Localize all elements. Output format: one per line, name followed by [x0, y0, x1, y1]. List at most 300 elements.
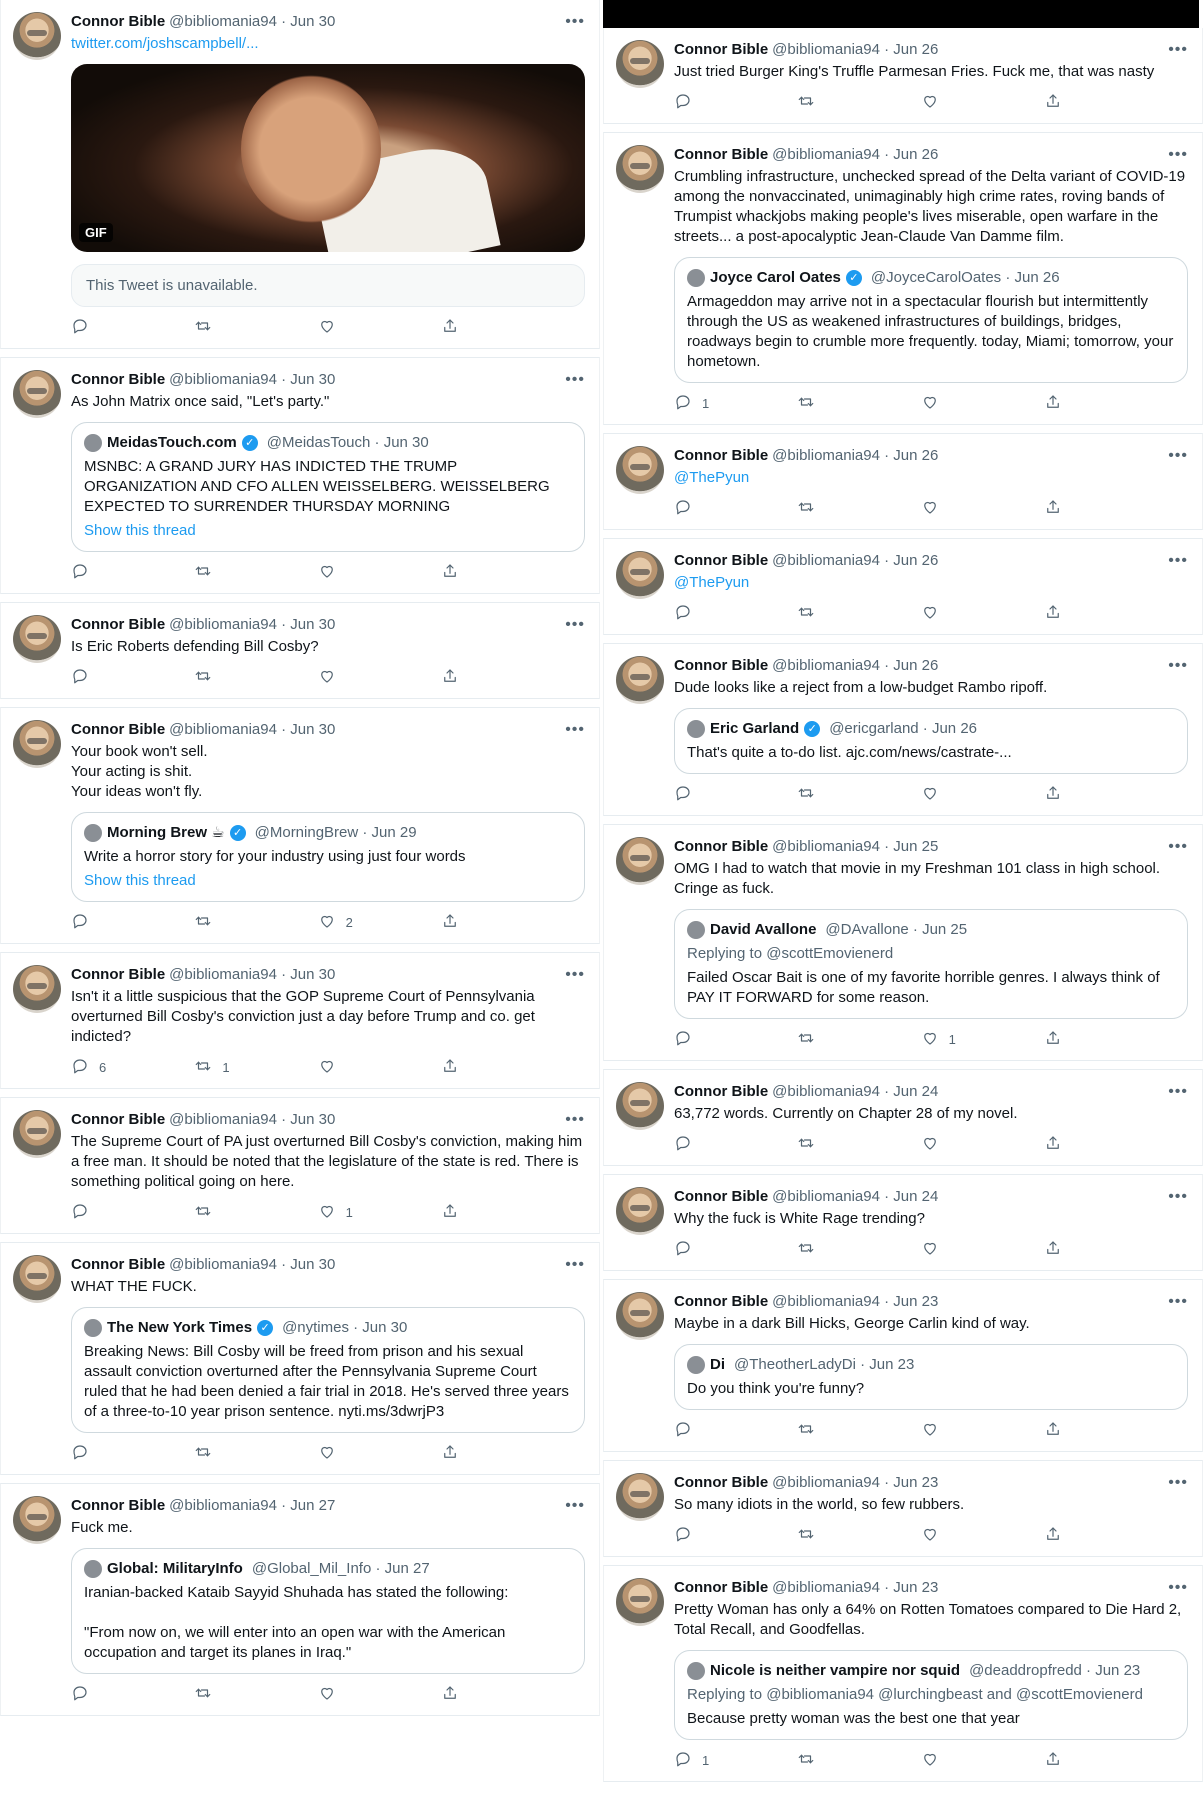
tweet[interactable] [0, 357, 600, 594]
reply-count: 6 [99, 1060, 107, 1075]
tweet[interactable] [603, 824, 1203, 1061]
author-handle-date[interactable]: @bibliomania94 · Jun 24 [772, 1188, 939, 1205]
share-button[interactable] [1044, 92, 1084, 113]
author-handle-date[interactable]: @bibliomania94 · Jun 27 [169, 1497, 336, 1514]
avatar[interactable] [13, 965, 61, 1013]
more-icon[interactable]: ••• [1168, 1293, 1188, 1310]
quoted-tweet[interactable] [674, 1344, 1188, 1410]
tweet[interactable] [603, 643, 1203, 816]
like-button[interactable] [318, 667, 358, 688]
tweet-text: Just tried Burger King's Truffle Parmesan Fries. Fuck me, that was nasty [674, 63, 1155, 80]
retweet-button[interactable] [797, 1239, 837, 1260]
more-icon[interactable]: ••• [1168, 1188, 1188, 1205]
tweet-link[interactable]: @ThePyun [674, 574, 750, 591]
quoted-handle-date: @TheotherLadyDi · Jun 23 [734, 1356, 915, 1373]
more-icon[interactable]: ••• [565, 13, 585, 30]
quoted-tweet[interactable] [674, 257, 1188, 383]
avatar[interactable] [616, 1187, 664, 1235]
action-bar [674, 1029, 1084, 1050]
reply-button[interactable] [674, 1750, 714, 1771]
like-count: 2 [345, 915, 353, 930]
like-button[interactable] [921, 498, 961, 519]
author-handle-date[interactable]: @bibliomania94 · Jun 26 [772, 146, 939, 163]
reply-button[interactable] [71, 912, 111, 933]
avatar[interactable] [13, 1110, 61, 1158]
tweet-header [674, 1187, 1188, 1207]
tweet-header [71, 1496, 585, 1516]
tweet-header [674, 551, 1188, 571]
share-button[interactable] [441, 912, 481, 933]
like-button[interactable] [318, 562, 358, 583]
more-icon[interactable]: ••• [1168, 838, 1188, 855]
more-icon[interactable]: ••• [565, 1256, 585, 1273]
reply-icon [674, 1239, 692, 1260]
reply-count: 1 [702, 396, 710, 411]
like-button[interactable] [318, 1202, 358, 1223]
author-handle-date[interactable]: @bibliomania94 · Jun 23 [772, 1474, 939, 1491]
author-name[interactable]: Connor Bible [71, 966, 166, 983]
quoted-avatar [687, 1356, 705, 1374]
tweet-text: Isn't it a little suspicious that the GOP Supreme Court of Pennsylvania overturned Bill Cosby's conviction just a day before Trump and co. get indicted? [71, 988, 535, 1045]
author-handle-date[interactable]: @bibliomania94 · Jun 23 [772, 1293, 939, 1310]
more-icon[interactable]: ••• [1168, 1579, 1188, 1596]
avatar[interactable] [616, 1578, 664, 1626]
tweet[interactable] [0, 707, 600, 944]
tweet[interactable] [603, 28, 1203, 124]
author-handle-date[interactable]: @bibliomania94 · Jun 30 [169, 1256, 336, 1273]
tweet-header [71, 12, 585, 32]
share-button[interactable] [1044, 1029, 1084, 1050]
author-handle-date[interactable]: @bibliomania94 · Jun 24 [772, 1083, 939, 1100]
retweet-button[interactable] [797, 1134, 837, 1155]
retweet-button[interactable] [797, 1029, 837, 1050]
retweet-icon [194, 1443, 212, 1464]
reply-button[interactable] [71, 1057, 111, 1078]
retweet-button[interactable] [797, 784, 837, 805]
share-button[interactable] [1044, 1134, 1084, 1155]
tweet-content [71, 12, 585, 338]
retweet-icon [797, 1029, 815, 1050]
author-handle-date[interactable]: @bibliomania94 · Jun 26 [772, 447, 939, 464]
more-icon[interactable]: ••• [1168, 146, 1188, 163]
more-icon[interactable]: ••• [565, 371, 585, 388]
like-button[interactable] [318, 1057, 358, 1078]
retweet-button[interactable] [194, 1684, 234, 1705]
tweet-text: Your book won't sell. Your acting is shit. Your ideas won't fly. [71, 743, 208, 800]
like-icon [921, 1029, 939, 1050]
author-name[interactable]: Connor Bible [71, 1111, 166, 1128]
quoted-text: Failed Oscar Bait is one of my favorite horrible genres. I always think of PAY IT FORWARD for some reason. [687, 969, 1160, 1006]
share-button[interactable] [1044, 393, 1084, 414]
quoted-tweet[interactable] [674, 708, 1188, 774]
retweet-button[interactable] [194, 912, 234, 933]
avatar[interactable] [616, 656, 664, 704]
reply-button[interactable] [674, 1420, 714, 1441]
tweet-content [71, 1255, 585, 1464]
like-button[interactable] [921, 1239, 961, 1260]
left-tweet-column [0, 0, 600, 1716]
author-name[interactable]: Connor Bible [674, 838, 769, 855]
action-bar [674, 1239, 1084, 1260]
tweet[interactable] [603, 1460, 1203, 1557]
show-thread-link[interactable]: Show this thread [84, 522, 196, 539]
author-name[interactable]: Connor Bible [674, 1474, 769, 1491]
reply-button[interactable] [674, 393, 714, 414]
share-button[interactable] [441, 562, 481, 583]
reply-button[interactable] [71, 317, 111, 338]
share-icon [1044, 1239, 1062, 1260]
author-name[interactable]: Connor Bible [71, 13, 166, 30]
author-handle-date[interactable]: @bibliomania94 · Jun 30 [169, 616, 336, 633]
author-name[interactable]: Connor Bible [71, 1497, 166, 1514]
quoted-avatar [687, 1662, 705, 1680]
avatar[interactable] [616, 1292, 664, 1340]
tweet[interactable] [603, 1279, 1203, 1452]
tweet[interactable] [0, 1097, 600, 1234]
quoted-avatar [84, 434, 102, 452]
quoted-handle-date: @MorningBrew · Jun 29 [254, 824, 417, 841]
share-icon [441, 1684, 459, 1705]
retweet-button[interactable] [797, 393, 837, 414]
share-icon [441, 912, 459, 933]
author-name[interactable]: Connor Bible [71, 721, 166, 738]
like-icon [318, 562, 336, 583]
avatar[interactable] [13, 1255, 61, 1303]
share-button[interactable] [441, 1057, 481, 1078]
reply-button[interactable] [71, 667, 111, 688]
tweet-header [674, 1292, 1188, 1312]
share-button[interactable] [441, 1684, 481, 1705]
quoted-tweet[interactable] [71, 422, 585, 552]
retweet-button[interactable] [797, 1420, 837, 1441]
like-button[interactable] [318, 1684, 358, 1705]
like-icon [318, 1443, 336, 1464]
author-handle-date[interactable]: @bibliomania94 · Jun 25 [772, 838, 939, 855]
quoted-tweet[interactable] [674, 1650, 1188, 1740]
share-button[interactable] [1044, 603, 1084, 624]
tweet[interactable] [0, 952, 600, 1089]
like-button[interactable] [318, 317, 358, 338]
action-bar [674, 784, 1084, 805]
reply-icon [674, 603, 692, 624]
reply-icon [674, 1420, 692, 1441]
like-button[interactable] [318, 912, 358, 933]
like-count: 1 [948, 1032, 956, 1047]
author-name[interactable]: Connor Bible [674, 1188, 769, 1205]
share-icon [1044, 1525, 1062, 1546]
retweet-button[interactable] [194, 1443, 234, 1464]
like-button[interactable] [318, 1443, 358, 1464]
tweet[interactable] [603, 1069, 1203, 1166]
retweet-icon [797, 1239, 815, 1260]
like-icon [318, 1057, 336, 1078]
share-button[interactable] [441, 317, 481, 338]
share-icon [1044, 92, 1062, 113]
author-name[interactable]: Connor Bible [71, 371, 166, 388]
tweet-content [674, 145, 1188, 414]
author-handle-date[interactable]: @bibliomania94 · Jun 30 [169, 1111, 336, 1128]
retweet-button[interactable] [797, 498, 837, 519]
reply-icon [674, 1029, 692, 1050]
author-name[interactable]: Connor Bible [674, 657, 769, 674]
avatar[interactable] [616, 446, 664, 494]
share-icon [1044, 1750, 1062, 1771]
tweet-content [71, 615, 585, 688]
action-bar [674, 1525, 1084, 1546]
avatar[interactable] [616, 1473, 664, 1521]
retweet-button[interactable] [797, 603, 837, 624]
like-icon [318, 317, 336, 338]
author-handle-date[interactable]: @bibliomania94 · Jun 30 [169, 13, 336, 30]
like-icon [921, 1420, 939, 1441]
author-name[interactable]: Connor Bible [674, 146, 769, 163]
author-handle-date[interactable]: @bibliomania94 · Jun 23 [772, 1579, 939, 1596]
share-button[interactable] [1044, 498, 1084, 519]
quoted-text: MSNBC: A GRAND JURY HAS INDICTED THE TRUMP ORGANIZATION AND CFO ALLEN WEISSELBERG. WEISSELBERG EXPECTED TO SURRENDER THURSDAY MORNING [84, 458, 550, 515]
more-icon[interactable]: ••• [565, 1497, 585, 1514]
retweet-icon [194, 1202, 212, 1223]
like-button[interactable] [921, 1750, 961, 1771]
avatar[interactable] [13, 615, 61, 663]
action-bar [71, 667, 481, 688]
quoted-tweet[interactable] [71, 1307, 585, 1433]
author-name[interactable]: Connor Bible [674, 1083, 769, 1100]
tweet-content [674, 1578, 1188, 1771]
tweet-link[interactable]: @ThePyun [674, 469, 750, 486]
quoted-tweet[interactable] [674, 909, 1188, 1019]
tweet-text: Why the fuck is White Rage trending? [674, 1210, 925, 1227]
retweet-icon [797, 393, 815, 414]
action-bar [674, 1420, 1084, 1441]
verified-icon: ✓ [257, 1320, 273, 1336]
action-bar [674, 1134, 1084, 1155]
tweet-header [674, 145, 1188, 165]
retweet-icon [797, 1750, 815, 1771]
retweet-button[interactable] [797, 1750, 837, 1771]
quoted-author-name: David Avallone [710, 921, 817, 938]
share-button[interactable] [1044, 784, 1084, 805]
more-icon[interactable]: ••• [1168, 552, 1188, 569]
quoted-handle-date: @DAvallone · Jun 25 [825, 921, 968, 938]
avatar[interactable] [616, 551, 664, 599]
tweet-content [674, 446, 1188, 519]
avatar[interactable] [13, 12, 61, 60]
action-bar [71, 1057, 481, 1078]
tweet-content [674, 837, 1188, 1050]
reply-button[interactable] [674, 1239, 714, 1260]
share-button[interactable] [441, 1202, 481, 1223]
more-icon[interactable]: ••• [565, 616, 585, 633]
share-button[interactable] [441, 667, 481, 688]
tweet[interactable] [0, 1483, 600, 1716]
reply-button[interactable] [674, 92, 714, 113]
verified-icon: ✓ [846, 270, 862, 286]
like-icon [921, 1525, 939, 1546]
quoted-header [687, 719, 1175, 739]
quoted-text: Iranian-backed Kataib Sayyid Shuhada has stated the following: "From now on, we will enter into an open war with the American occupation and target its planes in Iraq." [84, 1584, 509, 1661]
author-name[interactable]: Connor Bible [674, 447, 769, 464]
quoted-tweet[interactable] [71, 812, 585, 902]
author-name[interactable]: Connor Bible [71, 1256, 166, 1273]
more-icon[interactable]: ••• [1168, 41, 1188, 58]
tweet[interactable] [603, 132, 1203, 425]
retweet-icon [797, 1134, 815, 1155]
share-icon [1044, 498, 1062, 519]
tweet[interactable] [603, 538, 1203, 635]
quoted-header [687, 1661, 1175, 1681]
retweet-button[interactable] [797, 1525, 837, 1546]
reply-icon [71, 912, 89, 933]
quoted-author-name: Eric Garland [710, 720, 800, 737]
reply-button[interactable] [674, 1134, 714, 1155]
author-name[interactable]: Connor Bible [71, 616, 166, 633]
avatar[interactable] [13, 370, 61, 418]
quoted-text: Breaking News: Bill Cosby will be freed from prison and his sexual assault conviction overturned after the Pennsylvania Supreme Court ruled that he had been denied a fair trial in 2018. He's served three years of a three-to-10 year prison sentence. nyti.ms/3dwrjP3 [84, 1343, 569, 1420]
like-button[interactable] [921, 603, 961, 624]
tweet[interactable] [0, 1242, 600, 1475]
retweet-button[interactable] [194, 317, 234, 338]
retweet-button[interactable] [194, 667, 234, 688]
retweet-button[interactable] [797, 92, 837, 113]
author-handle-date[interactable]: @bibliomania94 · Jun 26 [772, 552, 939, 569]
share-icon [441, 562, 459, 583]
avatar[interactable] [616, 837, 664, 885]
avatar[interactable] [616, 145, 664, 193]
like-button[interactable] [921, 784, 961, 805]
tweet-link[interactable]: twitter.com/joshscampbell/... [71, 35, 259, 52]
tweet-text: Fuck me. [71, 1519, 133, 1536]
more-icon[interactable]: ••• [565, 966, 585, 983]
like-button[interactable] [921, 92, 961, 113]
show-thread-link[interactable]: Show this thread [84, 872, 196, 889]
reply-icon [71, 1443, 89, 1464]
reply-icon [674, 92, 692, 113]
reply-icon [71, 1684, 89, 1705]
tweet-content [674, 1473, 1188, 1546]
tweet-content [674, 1187, 1188, 1260]
reply-icon [71, 667, 89, 688]
quoted-text: Do you think you're funny? [687, 1380, 865, 1397]
tweet-content [674, 1292, 1188, 1441]
author-handle-date[interactable]: @bibliomania94 · Jun 30 [169, 966, 336, 983]
right-tweet-column [603, 0, 1203, 1782]
tweet-content [71, 370, 585, 583]
like-button[interactable] [921, 393, 961, 414]
quoted-text: Because pretty woman was the best one that year [687, 1710, 1020, 1727]
tweet-text: Pretty Woman has only a 64% on Rotten Tomatoes compared to Die Hard 2, Total Recall, and Goodfellas. [674, 1601, 1182, 1638]
tweet-content [674, 656, 1188, 805]
author-handle-date[interactable]: @bibliomania94 · Jun 26 [772, 657, 939, 674]
author-name[interactable]: Connor Bible [674, 552, 769, 569]
reply-button[interactable] [674, 498, 714, 519]
gif-media[interactable] [71, 64, 585, 252]
reply-button[interactable] [674, 1029, 714, 1050]
quoted-header [84, 823, 572, 843]
author-handle-date[interactable]: @bibliomania94 · Jun 30 [169, 371, 336, 388]
more-icon[interactable]: ••• [1168, 447, 1188, 464]
quoted-avatar [84, 1560, 102, 1578]
avatar[interactable] [13, 1496, 61, 1544]
share-icon [1044, 603, 1062, 624]
tweet[interactable] [603, 1174, 1203, 1271]
reply-button[interactable] [71, 1443, 111, 1464]
action-bar [71, 1202, 481, 1223]
quoted-tweet[interactable] [71, 1548, 585, 1674]
action-bar [674, 92, 1084, 113]
retweet-button[interactable] [194, 1057, 234, 1078]
like-icon [318, 667, 336, 688]
verified-icon: ✓ [242, 435, 258, 451]
tweet-header [674, 1473, 1188, 1493]
verified-icon: ✓ [804, 721, 820, 737]
more-icon[interactable]: ••• [1168, 1474, 1188, 1491]
avatar[interactable] [616, 40, 664, 88]
reply-button[interactable] [71, 1202, 111, 1223]
share-icon [441, 1057, 459, 1078]
like-icon [921, 603, 939, 624]
author-name[interactable]: Connor Bible [674, 1579, 769, 1596]
retweet-icon [797, 603, 815, 624]
share-button[interactable] [1044, 1525, 1084, 1546]
tweet[interactable] [0, 0, 600, 349]
quoted-avatar [687, 720, 705, 738]
like-button[interactable] [921, 1420, 961, 1441]
tweet[interactable] [603, 433, 1203, 530]
reply-icon [71, 562, 89, 583]
like-button[interactable] [921, 1134, 961, 1155]
reply-button[interactable] [71, 562, 111, 583]
share-button[interactable] [1044, 1239, 1084, 1260]
reply-button[interactable] [674, 1525, 714, 1546]
reply-button[interactable] [71, 1684, 111, 1705]
action-bar [674, 603, 1084, 624]
like-icon [921, 1134, 939, 1155]
reply-button[interactable] [674, 784, 714, 805]
more-icon[interactable]: ••• [1168, 1083, 1188, 1100]
redaction-bar [603, 0, 1199, 28]
more-icon[interactable]: ••• [565, 721, 585, 738]
share-button[interactable] [441, 1443, 481, 1464]
share-button[interactable] [1044, 1420, 1084, 1441]
more-icon[interactable]: ••• [565, 1111, 585, 1128]
author-handle-date[interactable]: @bibliomania94 · Jun 30 [169, 721, 336, 738]
tweet[interactable] [603, 1565, 1203, 1782]
tweet-header [674, 446, 1188, 466]
author-handle-date[interactable]: @bibliomania94 · Jun 26 [772, 41, 939, 58]
quoted-avatar [687, 269, 705, 287]
avatar[interactable] [616, 1082, 664, 1130]
author-name[interactable]: Connor Bible [674, 1293, 769, 1310]
like-icon [921, 498, 939, 519]
like-button[interactable] [921, 1525, 961, 1546]
tweet[interactable] [0, 602, 600, 699]
like-button[interactable] [921, 1029, 961, 1050]
tweet-content [674, 1082, 1188, 1155]
share-button[interactable] [1044, 1750, 1084, 1771]
quoted-handle-date: @JoyceCarolOates · Jun 26 [870, 269, 1060, 286]
avatar[interactable] [13, 720, 61, 768]
more-icon[interactable]: ••• [1168, 657, 1188, 674]
action-bar [71, 912, 481, 933]
quoted-handle-date: @ericgarland · Jun 26 [829, 720, 978, 737]
retweet-button[interactable] [194, 1202, 234, 1223]
retweet-icon [194, 667, 212, 688]
reply-button[interactable] [674, 603, 714, 624]
retweet-button[interactable] [194, 562, 234, 583]
quoted-author-name: MeidasTouch.com [107, 434, 237, 451]
author-name[interactable]: Connor Bible [674, 41, 769, 58]
action-bar [71, 562, 481, 583]
